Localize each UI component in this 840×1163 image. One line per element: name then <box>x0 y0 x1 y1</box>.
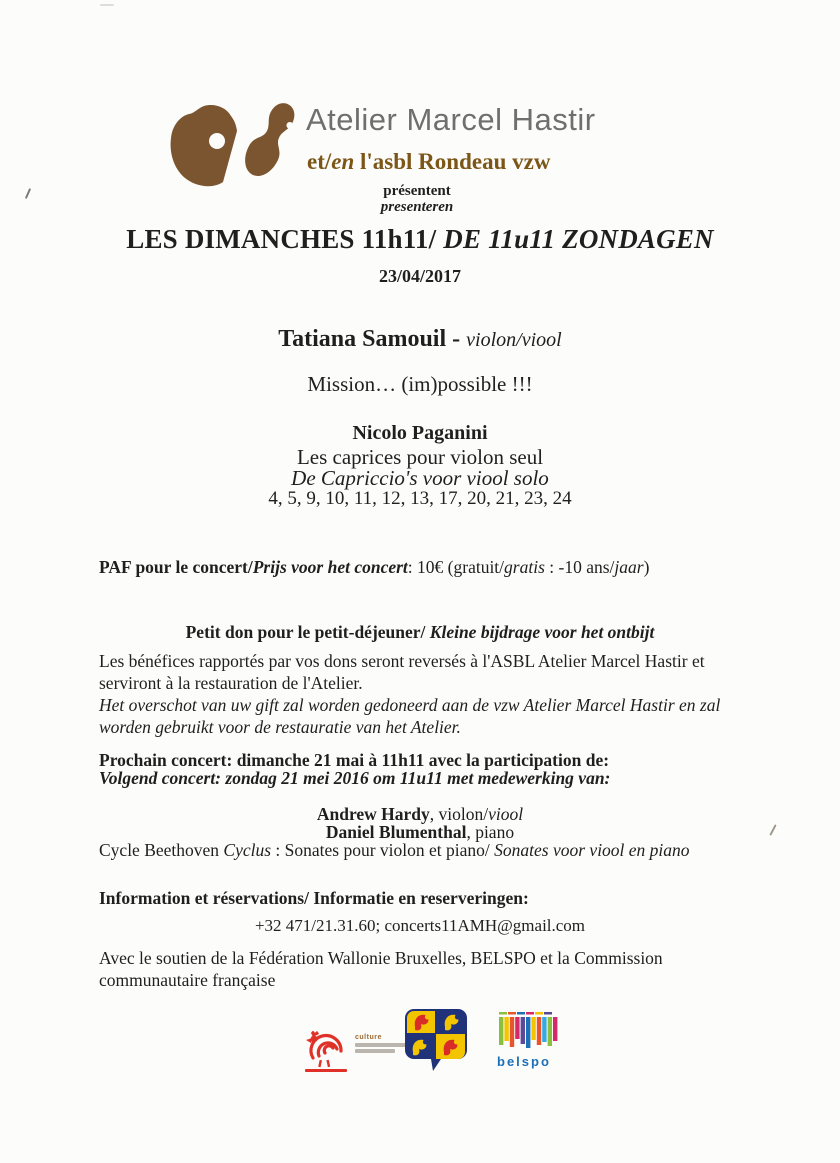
atelier-marcel-hastir-logo-icon <box>168 93 300 205</box>
performer1-instrument: , violon/ <box>429 804 489 824</box>
cycle-seg4: Sonates voor viool en piano <box>494 840 690 860</box>
fwb-culture-label: culture <box>355 1034 382 1041</box>
next-concert-line-fr: Prochain concert: dimanche 21 mai à 11h11 avec la participation de: <box>99 750 610 770</box>
partner-seg-fr: et/ <box>307 149 332 174</box>
series-title-nl: DE 11u11 ZONDAGEN <box>443 224 714 254</box>
partner-org-line <box>307 149 550 175</box>
belspo-label: belspo <box>497 1054 551 1069</box>
donation-heading <box>0 621 840 643</box>
donation-heading-nl: Kleine bijdrage voor het ontbijt <box>429 622 655 642</box>
belspo-logo <box>497 1012 561 1070</box>
fwb-smalltext-bar <box>355 1049 395 1053</box>
performer2-instrument: , piano <box>466 822 515 842</box>
next-concert-line-nl: Volgend concert: zondag 21 mei 2016 om 11u11 met medewerking van: <box>99 768 611 788</box>
performer2-name: Daniel Blumenthal <box>325 822 467 842</box>
present-label-fr: présentent <box>383 183 451 199</box>
donation-heading-fr: Petit don pour le petit-déjeuner/ <box>185 622 430 642</box>
series-title-fr: LES DIMANCHES 11h11/ <box>126 224 444 254</box>
program-title: Mission… (im)possible !!! <box>307 372 533 396</box>
donation-body-nl: Het overschot van uw gift zal worden gedoneerd aan de vzw Atelier Marcel Hastir en zal worden gebruikt voor de restauratie van het Atelier. <box>99 695 721 737</box>
artist-instrument: violon/viool <box>466 329 562 351</box>
federation-wallonie-bruxelles-logo <box>303 1020 411 1072</box>
org-name: Atelier Marcel Hastir <box>306 102 596 137</box>
cycle-seg2: Cyclus <box>223 840 272 860</box>
work-title-nl: De Capriccio's voor viool solo <box>291 466 549 490</box>
work-title-fr: Les caprices pour violon seul <box>296 445 544 469</box>
concert-date: 23/04/2017 <box>378 266 461 286</box>
composer-name: Nicolo Paganini <box>352 422 488 444</box>
price-close: ) <box>643 557 650 577</box>
cycle-seg3: : Sonates pour violon et piano/ <box>271 840 495 860</box>
price-jaar: jaar <box>614 557 644 577</box>
price-age: : -10 ans/ <box>544 557 615 577</box>
rooster-icon <box>303 1020 349 1072</box>
partner-seg-name: l'asbl Rondeau vzw <box>354 149 551 174</box>
price-gratis: gratis <box>504 557 545 577</box>
price-value: : 10€ (gratuit/ <box>407 557 505 577</box>
fwb-smalltext-bar <box>355 1043 407 1047</box>
partner-seg-nl: en <box>331 149 355 174</box>
artist-line <box>0 326 840 353</box>
contact-line: +32 471/21.31.60; concerts11AMH@gmail.com <box>254 916 586 935</box>
performer1-instrument-nl: viool <box>488 804 524 824</box>
scan-artifact-mark <box>25 188 31 199</box>
cycle-seg1: Cycle Beethoven <box>99 840 224 860</box>
artist-name: Tatiana Samouil <box>278 326 447 352</box>
series-title <box>0 224 840 255</box>
price-line <box>99 556 649 578</box>
performer1-name: Andrew Hardy <box>316 804 430 824</box>
scan-artifact-mark <box>100 4 114 6</box>
present-label-nl: presenteren <box>380 199 454 215</box>
info-heading: Information et réservations/ Informatie en reserveringen: <box>99 888 529 908</box>
donation-body-fr: Les bénéfices rapportés par vos dons seront reversés à l'ASBL Atelier Marcel Hastir et serviront à la restauration de l'Atelier. <box>99 651 705 693</box>
support-text: Avec le soutien de la Fédération Wallonie Bruxelles, BELSPO et la Commission communautaire française <box>99 948 663 990</box>
price-label-nl: Prijs voor het concert <box>252 557 408 577</box>
caprice-numbers: 4, 5, 9, 10, 11, 12, 13, 17, 20, 21, 23, 24 <box>268 488 572 509</box>
artist-separator: - <box>446 326 467 352</box>
belspo-bars-icon <box>497 1012 559 1052</box>
price-label-fr: PAF pour le concert/ <box>99 557 253 577</box>
cycle-line <box>99 839 690 861</box>
cocof-shield-icon <box>404 1008 470 1072</box>
